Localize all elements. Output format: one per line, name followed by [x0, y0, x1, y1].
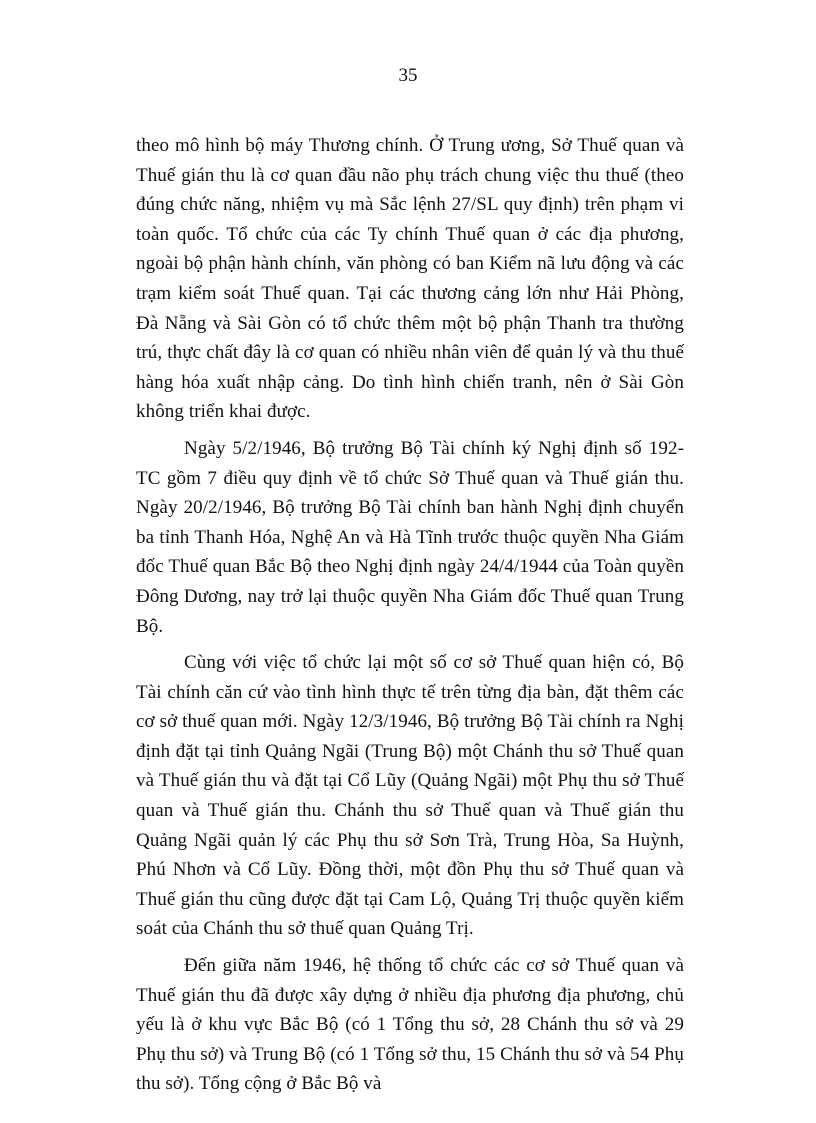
paragraph-new-offices: Cùng với việc tổ chức lại một số cơ sở Thuế quan hiện có, Bộ Tài chính căn cứ vào tình hình thực tế trên từng địa bàn, đặt thêm các cơ sở thuế quan mới. Ngày 12/3/1946, Bộ trưởng Bộ Tài chính ra Nghị định đặt tại tỉnh Quảng Ngãi (Trung Bộ) một Chánh thu sở Thuế quan và Thuế gián thu và đặt tại Cổ Lũy (Quảng Ngãi) một Phụ thu sở Thuế quan và Thuế gián thu. Chánh thu sở Thuế quan và Thuế gián thu Quảng Ngãi quản lý các Phụ thu sở Sơn Trà, Trung Hòa, Sa Huỳnh, Phú Nhơn và Cổ Lũy. Đồng thời, một đồn Phụ thu sở Thuế quan và Thuế gián thu cũng được đặt tại Cam Lộ, Quảng Trị thuộc quyền kiểm soát của Chánh thu sở thuế quan Quảng Trị.	[136, 652, 684, 940]
paragraph-mid-1946: Đến giữa năm 1946, hệ thống tổ chức các cơ sở Thuế quan và Thuế gián thu đã được xây dựng ở nhiều địa phương địa phương, chủ yếu là ở khu vực Bắc Bộ (có 1 Tổng thu sở, 28 Chánh thu sở và 29 Phụ thu sở) và Trung Bộ (có 1 Tổng sở thu, 15 Chánh thu sở và 54 Phụ thu sở). Tổng cộng ở Bắc Bộ và	[136, 955, 684, 1095]
paragraph-continuation: theo mô hình bộ máy Thương chính. Ở Trung ương, Sở Thuế quan và Thuế gián thu là cơ quan đầu não phụ trách chung việc thu thuế (theo đúng chức năng, nhiệm vụ mà Sắc lệnh 27/SL quy định) trên phạm vi toàn quốc. Tổ chức của các Ty chính Thuế quan ở các địa phương, ngoài bộ phận hành chính, văn phòng có ban Kiểm nã lưu động và các trạm kiểm soát Thuế quan. Tại các thương cảng lớn như Hải Phòng, Đà Nẵng và Sài Gòn có tổ chức thêm một bộ phận Thanh tra thường trú, thực chất đây là cơ quan có nhiều nhân viên để quản lý và thu thuế hàng hóa xuất nhập cảng. Do tình hình chiến tranh, nên ở Sài Gòn không triển khai được.	[136, 135, 684, 423]
page-number: 35	[398, 65, 418, 86]
paragraph-decree-192: Ngày 5/2/1946, Bộ trưởng Bộ Tài chính ký Nghị định số 192-TC gồm 7 điều quy định về tổ chức Sở Thuế quan và Thuế gián thu. Ngày 20/2/1946, Bộ trưởng Bộ Tài chính ban hành Nghị định chuyển ba tỉnh Thanh Hóa, Nghệ An và Hà Tĩnh trước thuộc quyền Nha Giám đốc Thuế quan Bắc Bộ theo Nghị định ngày 24/4/1944 của Toàn quyền Đông Dương, nay trở lại thuộc quyền Nha Giám đốc Thuế quan Trung Bộ.	[136, 437, 684, 637]
document-body	[136, 131, 684, 1106]
